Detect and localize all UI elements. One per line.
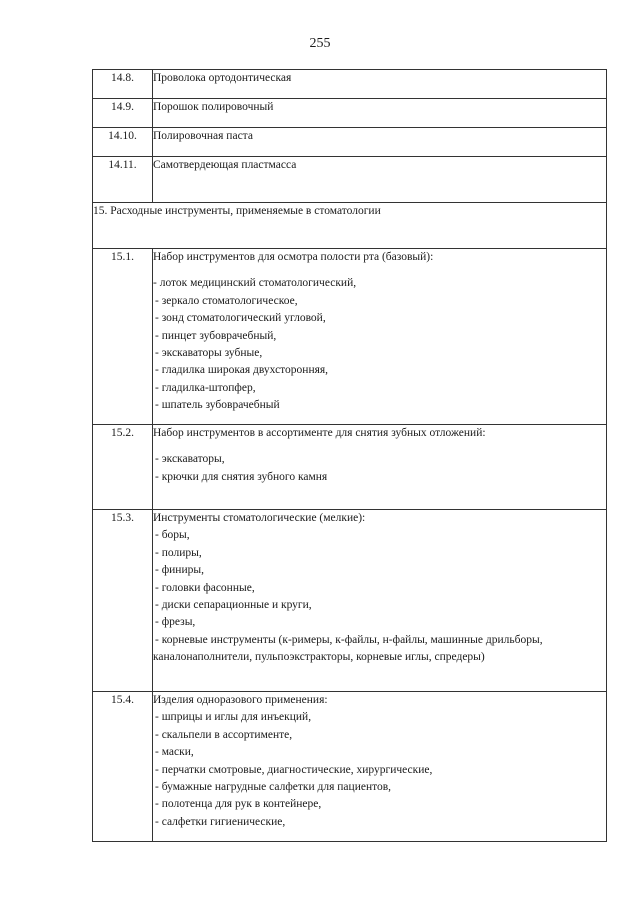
list-item: - зонд стоматологический угловой,: [155, 312, 326, 325]
row-number: 15.2.: [93, 425, 153, 510]
row-number: 15.4.: [93, 692, 153, 842]
list-item: - фрезы,: [155, 616, 196, 629]
row-content: [153, 249, 607, 425]
list-item: - диски сепарационные и круги,: [155, 599, 312, 612]
item-intro: Инструменты стоматологические (мелкие):: [153, 512, 366, 524]
row-number: 14.8.: [93, 70, 153, 99]
list-item: - зеркало стоматологическое,: [155, 294, 298, 307]
list-item: - боры,: [155, 529, 190, 542]
list-item: - экскаваторы зубные,: [155, 347, 263, 360]
row-number: 14.11.: [93, 157, 153, 203]
list-item: - экскаваторы,: [155, 453, 225, 466]
table-row: [93, 99, 607, 128]
table-row: [93, 128, 607, 157]
row-text: Самотвердеющая пластмасса: [153, 157, 607, 203]
row-text: Порошок полировочный: [153, 99, 607, 128]
list-item: - гладилка широкая двухсторонняя,: [155, 364, 329, 377]
table-row: [93, 425, 607, 510]
list-item: - салфетки гигиенические,: [155, 815, 286, 828]
list-item: - бумажные нагрудные салфетки для пациентов,: [155, 781, 392, 794]
table-row: [93, 157, 607, 203]
list-item: - головки фасонные,: [155, 581, 255, 594]
list-item: - шпатель зубоврачебный: [155, 399, 280, 412]
row-number: 15.3.: [93, 510, 153, 692]
page-number: 255: [309, 36, 331, 51]
row-content: [153, 425, 607, 510]
list-item: - полиры,: [155, 546, 202, 559]
table-row: [93, 249, 607, 425]
table-row: [93, 692, 607, 842]
row-content: [153, 692, 607, 842]
row-number: 14.9.: [93, 99, 153, 128]
list-item: - пинцет зубоврачебный,: [155, 329, 277, 342]
list-item: - полотенца для рук в контейнере,: [155, 798, 322, 811]
list-item: - лоток медицинский стоматологический,: [153, 277, 357, 290]
list-item: - корневые инструменты (к-римеры, к-файлы, н-файлы, машинные дрильборы, каналонаполнители, пульпоэкстракторы, корневые иглы, спредеры): [153, 633, 543, 664]
list-item: - финиры,: [155, 564, 204, 577]
row-number: 15.1.: [93, 249, 153, 425]
row-text: Полировочная паста: [153, 128, 607, 157]
item-intro: Изделия одноразового применения:: [153, 694, 328, 706]
row-content: [153, 510, 607, 692]
row-text: Проволока ортодонтическая: [153, 70, 607, 99]
table-row: [93, 70, 607, 99]
item-intro: Набор инструментов для осмотра полости рта (базовый):: [153, 251, 434, 263]
section-heading-row: [93, 203, 607, 249]
row-number: 14.10.: [93, 128, 153, 157]
list-item: - шприцы и иглы для инъекций,: [155, 711, 312, 724]
list-item: - скальпели в ассортименте,: [155, 728, 293, 741]
list-item: - крючки для снятия зубного камня: [155, 470, 328, 483]
equipment-table: [92, 69, 607, 842]
list-item: - перчатки смотровые, диагностические, хирургические,: [155, 763, 433, 776]
table-row: [93, 510, 607, 692]
section-heading: 15. Расходные инструменты, применяемые в стоматологии: [93, 203, 607, 249]
list-item: - гладилка-штопфер,: [155, 381, 256, 394]
list-item: - маски,: [155, 746, 194, 759]
item-intro: Набор инструментов в ассортименте для снятия зубных отложений:: [153, 427, 486, 439]
